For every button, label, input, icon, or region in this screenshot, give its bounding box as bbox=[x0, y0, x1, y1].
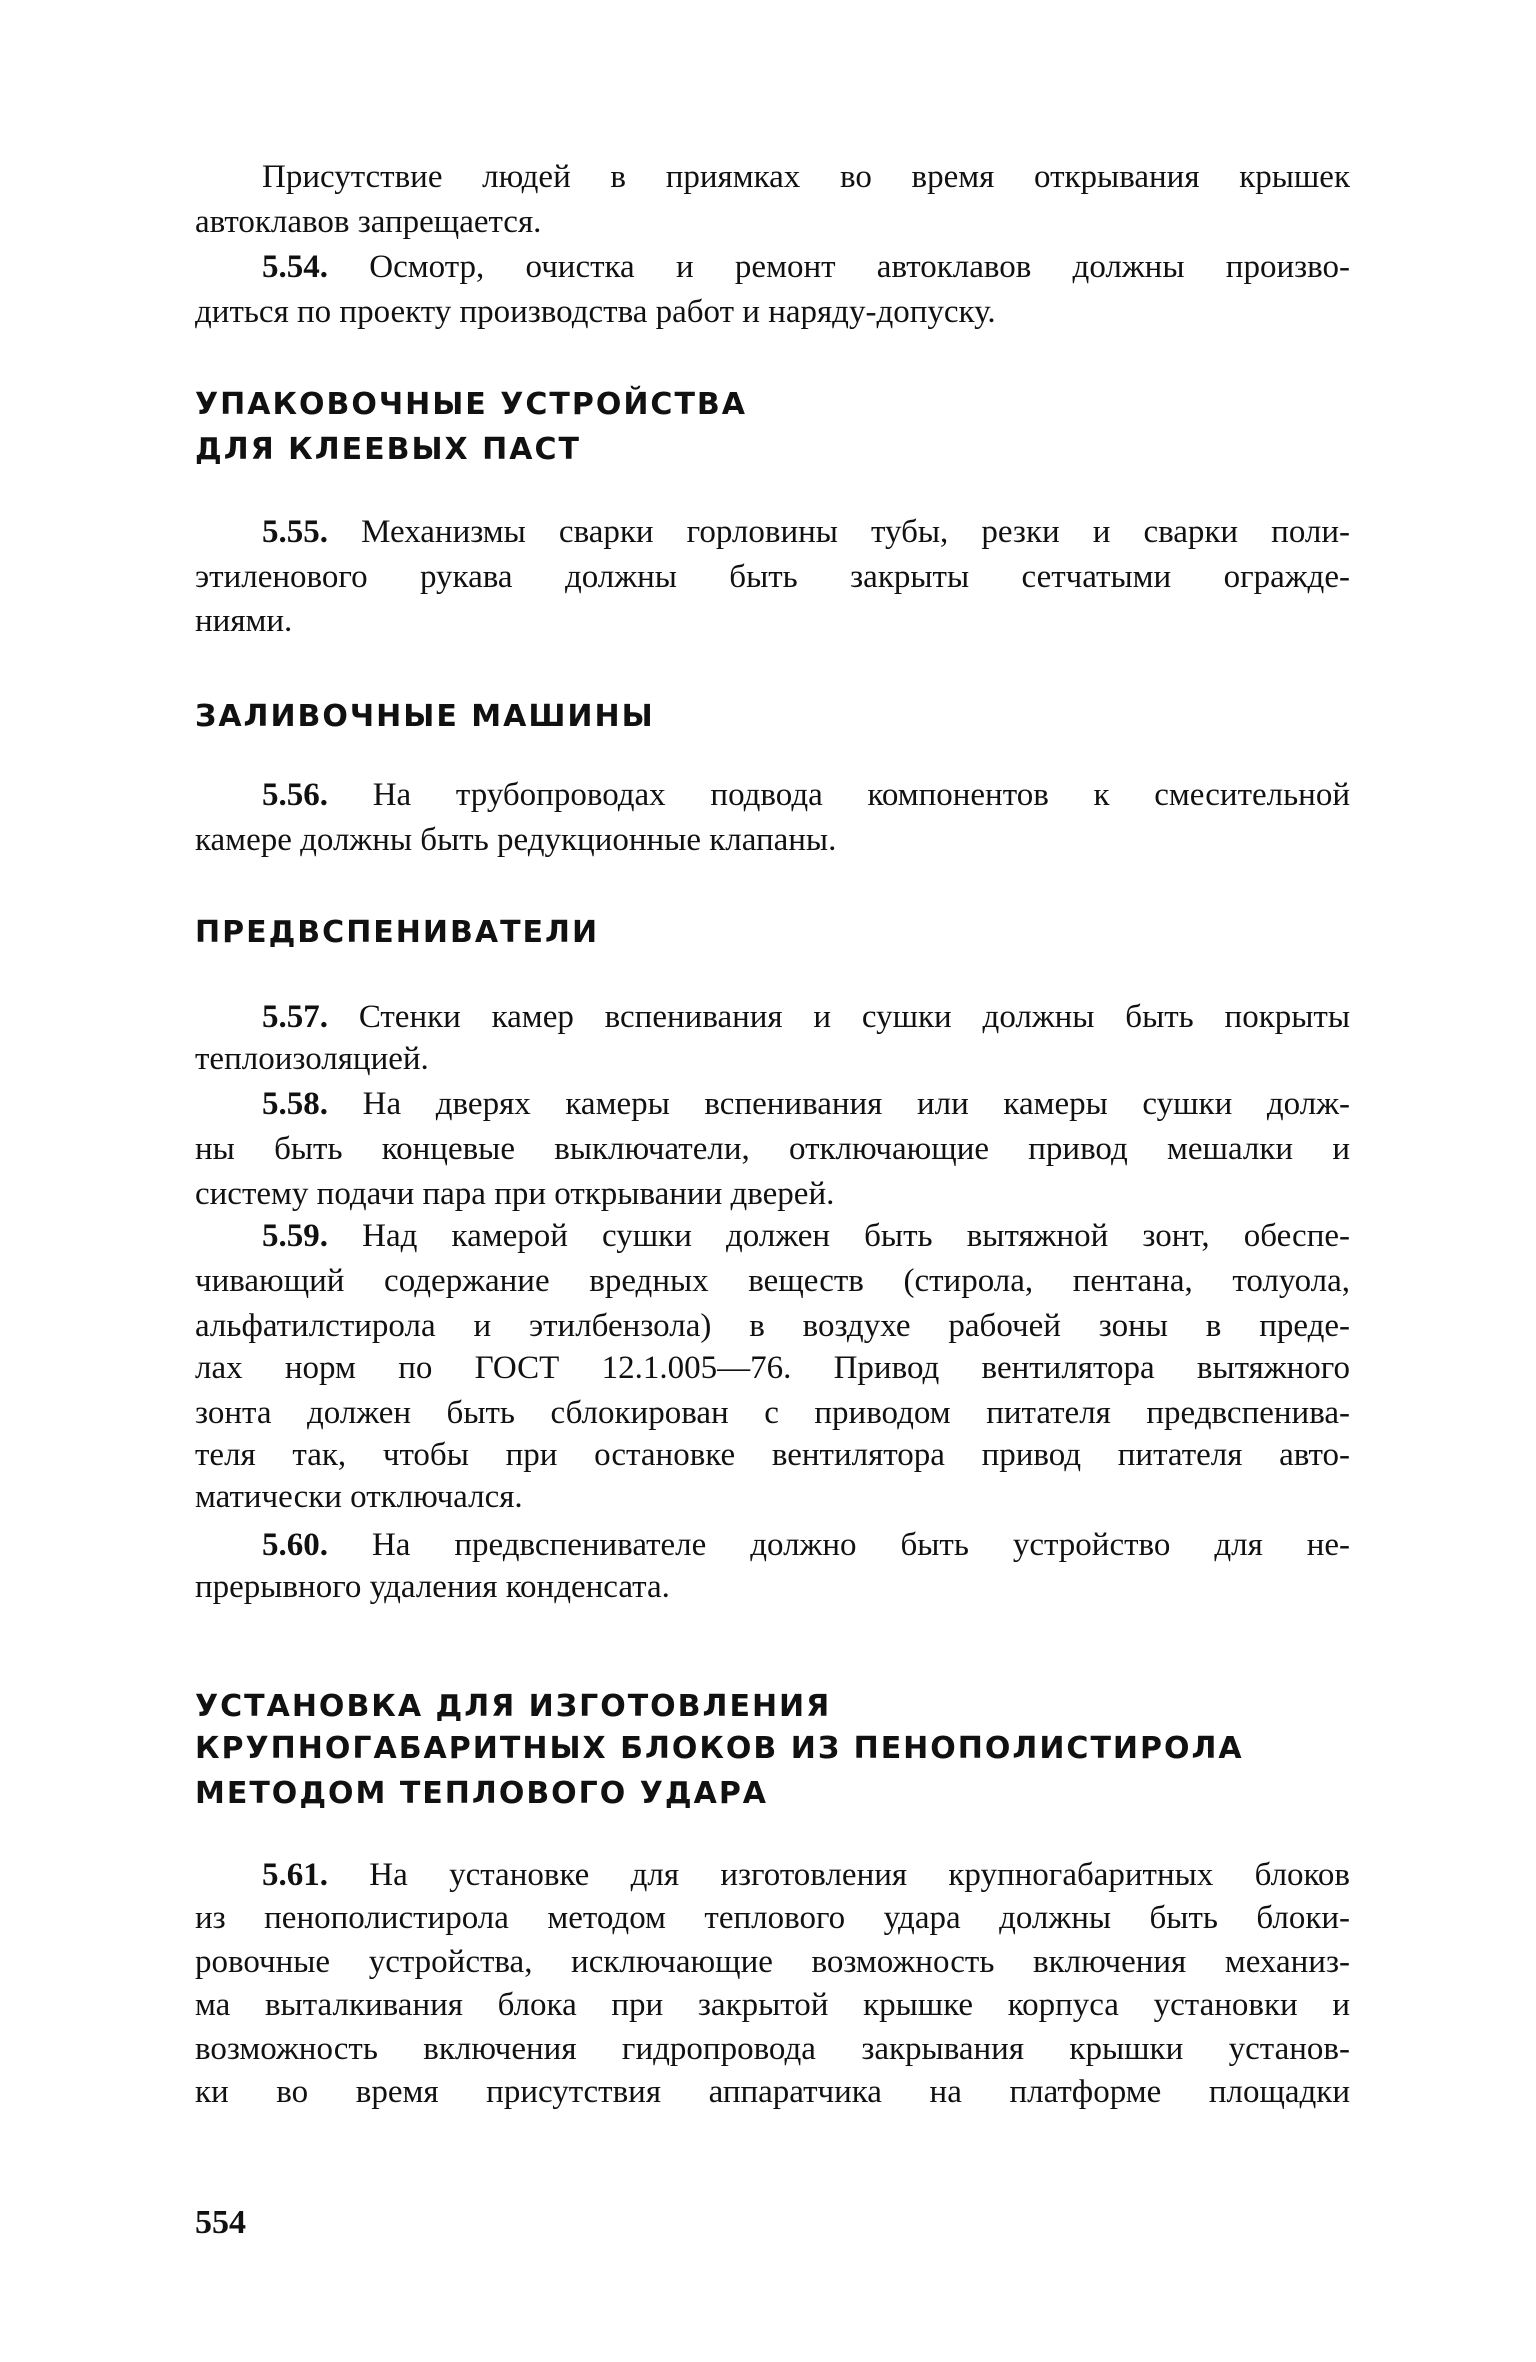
paragraph-line bbox=[195, 1039, 1350, 1079]
section-heading: КРУПНОГАБАРИТНЫХ БЛОКОВ ИЗ ПЕНОПОЛИСТИРОЛА bbox=[195, 1731, 1244, 1766]
paragraph-line bbox=[195, 1348, 1350, 1388]
line-text: На установке для изготовления крупногабаритных блоков bbox=[328, 1857, 1350, 1893]
line-text: Осмотр, очистка и ремонт автоклавов должны произво- bbox=[328, 249, 1350, 285]
section-heading: ДЛЯ КЛЕЕВЫХ ПАСТ bbox=[195, 432, 581, 467]
line-text: лах норм по ГОСТ 12.1.005—76. Привод вентилятора вытяжного bbox=[195, 1350, 1350, 1386]
line-text: автоклавов запрещается. bbox=[195, 204, 542, 240]
paragraph-line bbox=[195, 1477, 1350, 1517]
page-number: 554 bbox=[195, 2204, 246, 2241]
clause-number: 5.55. bbox=[262, 514, 328, 550]
paragraph-line bbox=[195, 1435, 1350, 1475]
line-text: Стенки камер вспенивания и сушки должны быть покрыты bbox=[328, 999, 1350, 1035]
line-text: камере должны быть редукционные клапаны. bbox=[195, 822, 837, 858]
line-text: этиленового рукава должны быть закрыты сетчатыми огражде- bbox=[195, 559, 1350, 595]
clause-number: 5.57. bbox=[262, 999, 328, 1035]
line-text: ны быть концевые выключатели, отключающие привод мешалки и bbox=[195, 1131, 1350, 1167]
paragraph-line bbox=[195, 2072, 1350, 2112]
paragraph-line bbox=[262, 775, 1350, 815]
line-text: теплоизоляцией. bbox=[195, 1041, 429, 1077]
line-text: теля так, чтобы при остановке вентилятора привод питателя авто- bbox=[195, 1437, 1350, 1473]
clause-number: 5.58. bbox=[262, 1086, 328, 1122]
clause-number: 5.60. bbox=[262, 1527, 328, 1563]
section-heading: ПРЕДВСПЕНИВАТЕЛИ bbox=[195, 915, 600, 950]
line-text: На предвспенивателе должно быть устройство для не- bbox=[328, 1527, 1350, 1563]
line-text: возможность включения гидропровода закрывания крышки установ- bbox=[195, 2031, 1350, 2067]
paragraph-line bbox=[195, 292, 1350, 332]
line-text: Присутствие людей в приямках во время открывания крышек bbox=[262, 159, 1350, 195]
paragraph-line bbox=[195, 1174, 1350, 1214]
line-text: диться по проекту производства работ и наряду-допуску. bbox=[195, 294, 996, 330]
paragraph-line bbox=[195, 1985, 1350, 2025]
paragraph-line bbox=[195, 1942, 1350, 1982]
section-heading: УПАКОВОЧНЫЕ УСТРОЙСТВА bbox=[195, 387, 747, 422]
line-text: прерывного удаления конденсата. bbox=[195, 1569, 670, 1605]
section-heading: МЕТОДОМ ТЕПЛОВОГО УДАРА bbox=[195, 1776, 769, 1811]
paragraph-line bbox=[262, 1855, 1350, 1895]
clause-number: 5.56. bbox=[262, 777, 328, 813]
paragraph-line bbox=[195, 1393, 1350, 1433]
line-text: зонта должен быть сблокирован с приводом питателя предвспенива- bbox=[195, 1395, 1350, 1431]
clause-number: 5.59. bbox=[262, 1218, 328, 1254]
paragraph-line bbox=[262, 157, 1350, 197]
section-heading: ЗАЛИВОЧНЫЕ МАШИНЫ bbox=[195, 699, 655, 734]
paragraph-line bbox=[262, 1084, 1350, 1124]
paragraph-line bbox=[262, 997, 1350, 1037]
paragraph-line bbox=[195, 1306, 1350, 1346]
section-heading: УСТАНОВКА ДЛЯ ИЗГОТОВЛЕНИЯ bbox=[195, 1689, 832, 1724]
line-text: из пенополистирола методом теплового удара должны быть блоки- bbox=[195, 1900, 1350, 1936]
paragraph-line bbox=[262, 512, 1350, 552]
paragraph-line bbox=[262, 1216, 1350, 1256]
paragraph-line bbox=[195, 1129, 1350, 1169]
line-text: На дверях камеры вспенивания или камеры сушки долж- bbox=[328, 1086, 1350, 1122]
line-text: систему подачи пара при открывании дверей. bbox=[195, 1176, 835, 1212]
clause-number: 5.54. bbox=[262, 249, 328, 285]
line-text: матически отключался. bbox=[195, 1479, 523, 1515]
clause-number: 5.61. bbox=[262, 1857, 328, 1893]
paragraph-line bbox=[195, 2029, 1350, 2069]
line-text: альфатилстирола и этилбензола) в воздухе рабочей зоны в преде- bbox=[195, 1308, 1350, 1344]
paragraph-line bbox=[262, 1525, 1350, 1565]
line-text: чивающий содержание вредных веществ (стирола, пентана, толуола, bbox=[195, 1263, 1350, 1299]
line-text: На трубопроводах подвода компонентов к смесительной bbox=[328, 777, 1350, 813]
line-text: Механизмы сварки горловины тубы, резки и сварки поли- bbox=[328, 514, 1350, 550]
paragraph-line bbox=[195, 1898, 1350, 1938]
line-text: ниями. bbox=[195, 603, 293, 639]
line-text: ма выталкивания блока при закрытой крышке корпуса установки и bbox=[195, 1987, 1350, 2023]
paragraph-line bbox=[195, 202, 1350, 242]
line-text: ровочные устройства, исключающие возможность включения механиз- bbox=[195, 1944, 1350, 1980]
paragraph-line bbox=[195, 1567, 1350, 1607]
line-text: Над камерой сушки должен быть вытяжной зонт, обеспе- bbox=[328, 1218, 1350, 1254]
paragraph-line bbox=[195, 601, 1350, 641]
paragraph-line bbox=[262, 247, 1350, 287]
paragraph-line bbox=[195, 1261, 1350, 1301]
paragraph-line bbox=[195, 557, 1350, 597]
paragraph-line bbox=[195, 820, 1350, 860]
line-text: ки во время присутствия аппаратчика на платформе площадки bbox=[195, 2074, 1350, 2110]
